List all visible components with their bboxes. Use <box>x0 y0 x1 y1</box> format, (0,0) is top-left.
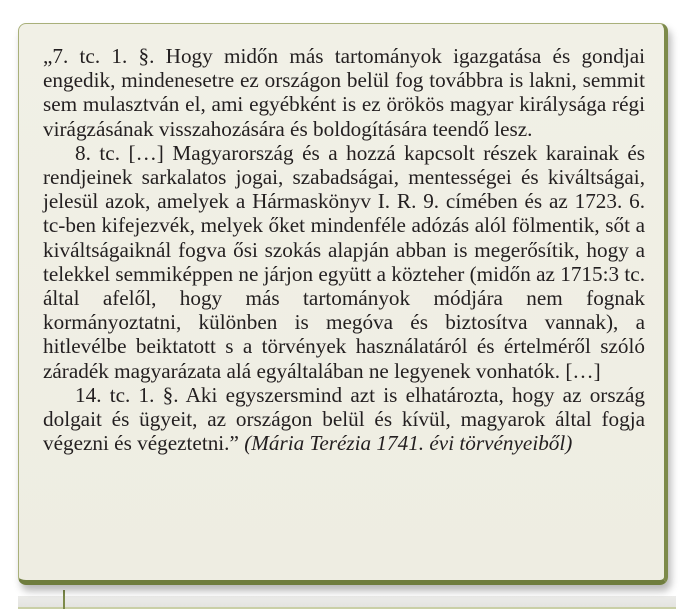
quote-text <box>43 44 645 455</box>
quote-paragraph-14-tc <box>43 383 645 456</box>
connector-line <box>63 590 65 609</box>
quote-source: (Mária Terézia 1741. évi törvényeiből) <box>244 431 573 456</box>
quote-paragraph-14-tc-text: 14. tc. 1. §. Aki egyszersmind azt is elhatározta, hogy az ország dolgait és ügyeit, az országon belül és kívül, magyarok által fogja végezni és végeztetni.” <box>43 382 645 456</box>
quote-paragraph-8-tc: 8. tc. […] Magyarország és a hozzá kapcsolt részek karainak és rendjeinek sarkalatos jogai, szabadságai, mentességei és kiváltságai, jelesül azok, amelyek a Hármaskönyv I. R. 9. címében és az 1723. 6. tc-ben kifejezvék, melyek őket mindenféle adózás alól fölmentik, sőt a kiváltságaiknál fogva ősi szokás alapján abban is megerősítik, hogy a telekkel semmiképpen ne járjon együtt a közteher (midőn az 1715:3 tc. által afelől, hogy más tartományok módjára nem fognak kormányoztatni, különben is megóva és biztosítva vannak), a hitlevélbe beiktatott s a törvények használatáról és értelméről szóló záradék magyarázata alá egyáltalában ne legyenek vonhatók. […] <box>43 140 645 383</box>
quote-paragraph-7-tc: „7. tc. 1. §. Hogy midőn más tartományok igazgatása és gondjai engedik, mindenesetre ez országon belül fog továbbra is lakni, semmit sem mulasztván el, ami egyébként is ez örökös magyar királysága régi virágzásának visszahozására és boldogítására teendő lesz. <box>43 44 645 141</box>
quote-box <box>18 23 668 585</box>
